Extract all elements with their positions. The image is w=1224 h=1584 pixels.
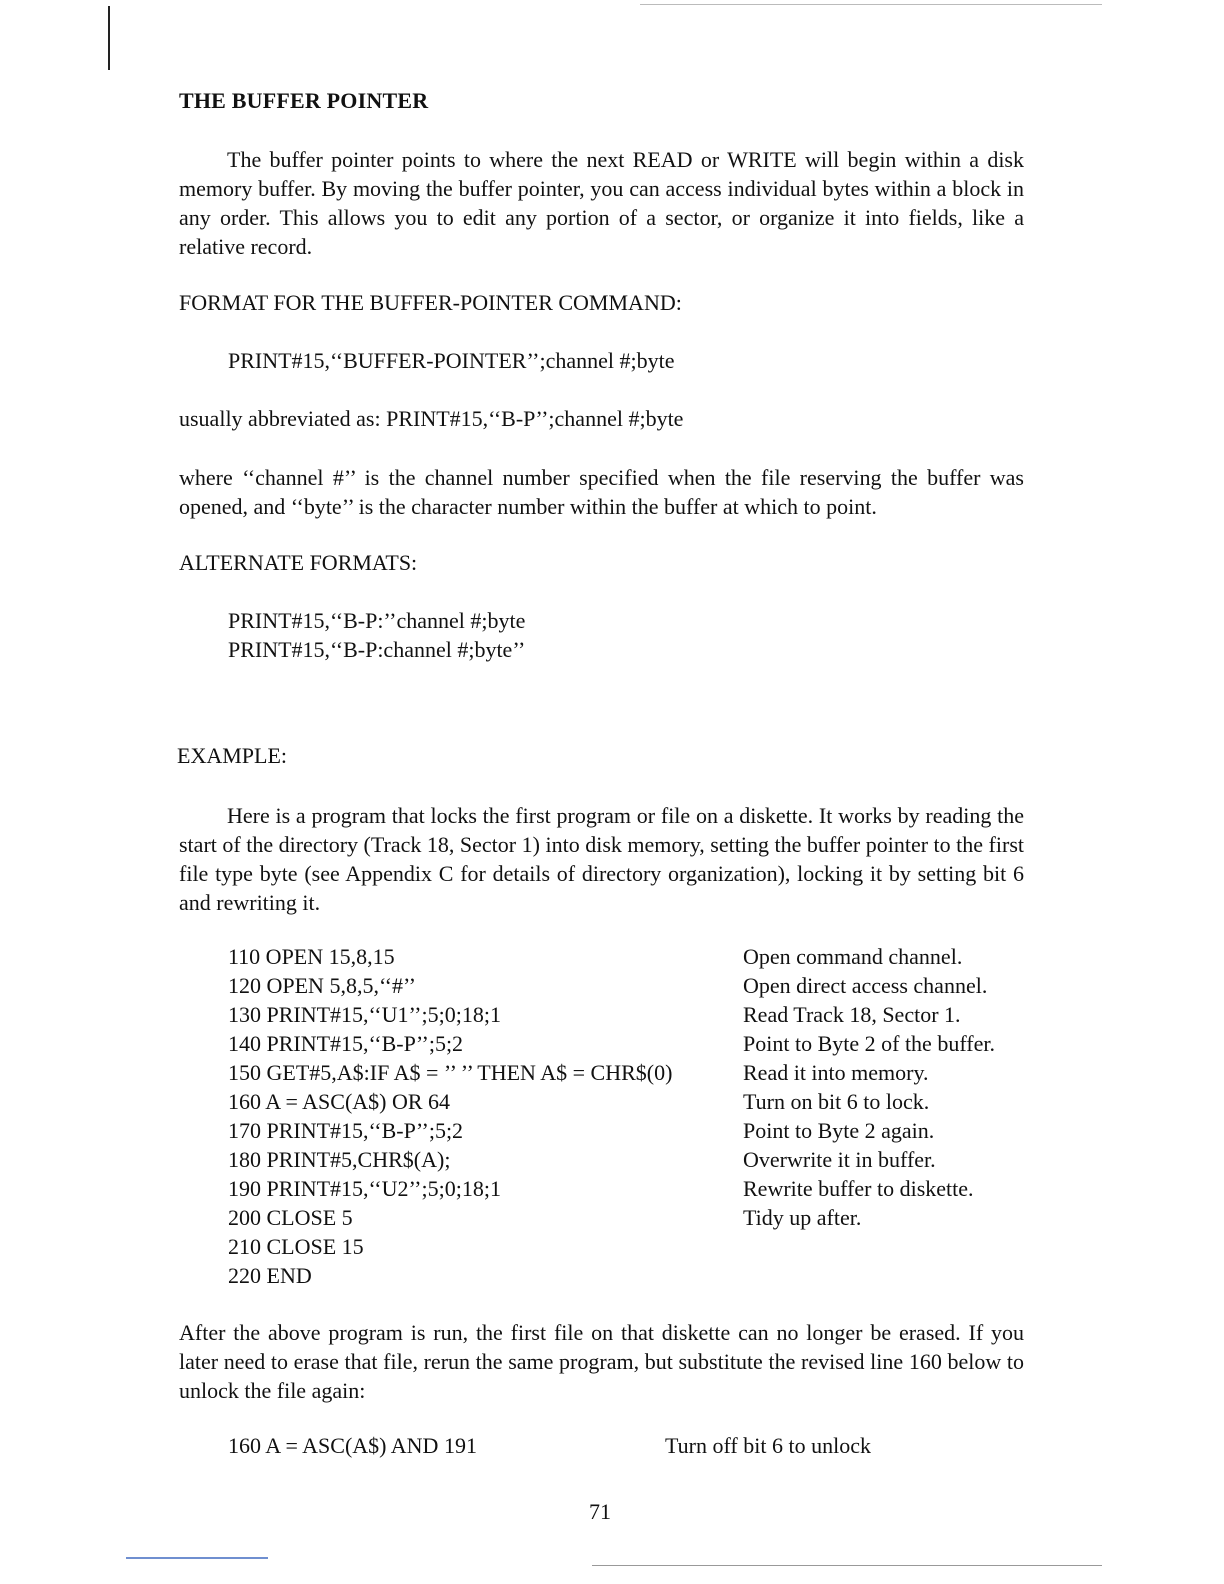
- program-code: 120 OPEN 5,8,5,‘‘#’’: [228, 973, 416, 998]
- where-paragraph: where ‘‘channel #’’ is the channel number specified when the file reserving the buffer was opened, and ‘‘byte’’ is the character number within the buffer at which to point.: [179, 465, 1024, 519]
- revised-line-comment: Turn off bit 6 to unlock: [665, 1433, 871, 1458]
- intro-paragraph: The buffer pointer points to where the next READ or WRITE will begin within a disk memory buffer. By moving the buffer pointer, you can access individual bytes within a block in any order. This allows you to edit any portion of a sector, or organize it into fields, like a relative record.: [179, 147, 1024, 259]
- program-code: 190 PRINT#15,‘‘U2’’;5;0;18;1: [228, 1176, 501, 1201]
- alternate-format-1: PRINT#15,‘‘B-P:’’channel #;byte: [228, 608, 526, 633]
- program-comment: Point to Byte 2 of the buffer.: [743, 1031, 995, 1056]
- alternate-formats-label: ALTERNATE FORMATS:: [179, 550, 418, 575]
- program-code: 130 PRINT#15,‘‘U1’’;5;0;18;1: [228, 1002, 501, 1027]
- program-code: 220 END: [228, 1263, 312, 1288]
- program-code: 160 A = ASC(A$) OR 64: [228, 1089, 451, 1114]
- scan-edge-mark-bottom-left: [126, 1557, 268, 1559]
- section-heading: THE BUFFER POINTER: [179, 88, 429, 113]
- program-code: 150 GET#5,A$:IF A$ = ’’ ’’ THEN A$ = CHR$(0): [228, 1060, 673, 1085]
- program-code: 110 OPEN 15,8,15: [228, 944, 395, 969]
- after-paragraph: After the above program is run, the first file on that diskette can no longer be erased. If you later need to erase that file, rerun the same program, but substitute the revised line 160 below to unlock the file again:: [179, 1320, 1024, 1403]
- revised-line-code: 160 A = ASC(A$) AND 191: [228, 1433, 477, 1458]
- page-number: 71: [589, 1499, 611, 1524]
- program-comment: Open direct access channel.: [743, 973, 988, 998]
- alternate-format-2: PRINT#15,‘‘B-P:channel #;byte’’: [228, 637, 526, 662]
- example-label: EXAMPLE:: [177, 743, 287, 768]
- example-paragraph: Here is a program that locks the first program or file on a diskette. It works by reading the start of the directory (Track 18, Sector 1) into disk memory, setting the buffer pointer to the first file type byte (see Appendix C for details of directory organization), locking it by setting bit 6 and rewriting it.: [179, 803, 1024, 915]
- program-code: 210 CLOSE 15: [228, 1234, 364, 1259]
- scan-edge-mark-bottom-right: [592, 1565, 1102, 1566]
- program-comment: Read Track 18, Sector 1.: [743, 1002, 961, 1027]
- program-comment: Overwrite it in buffer.: [743, 1147, 936, 1172]
- format-command: PRINT#15,‘‘BUFFER-POINTER’’;channel #;byte: [228, 348, 675, 373]
- scan-edge-mark-top: [640, 4, 1102, 5]
- format-label: FORMAT FOR THE BUFFER-POINTER COMMAND:: [179, 290, 682, 315]
- program-comment: Tidy up after.: [743, 1205, 862, 1230]
- program-code: 180 PRINT#5,CHR$(A);: [228, 1147, 451, 1172]
- program-comment: Turn on bit 6 to lock.: [743, 1089, 930, 1114]
- program-comment: Open command channel.: [743, 944, 963, 969]
- scan-edge-mark-left: [108, 6, 110, 70]
- program-comment: Rewrite buffer to diskette.: [743, 1176, 974, 1201]
- program-comment: Read it into memory.: [743, 1060, 929, 1085]
- program-code: 200 CLOSE 5: [228, 1205, 353, 1230]
- abbreviation-line: usually abbreviated as: PRINT#15,‘‘B-P’’;channel #;byte: [179, 406, 684, 431]
- program-code: 170 PRINT#15,‘‘B-P’’;5;2: [228, 1118, 464, 1143]
- program-comment: Point to Byte 2 again.: [743, 1118, 935, 1143]
- program-code: 140 PRINT#15,‘‘B-P’’;5;2: [228, 1031, 464, 1056]
